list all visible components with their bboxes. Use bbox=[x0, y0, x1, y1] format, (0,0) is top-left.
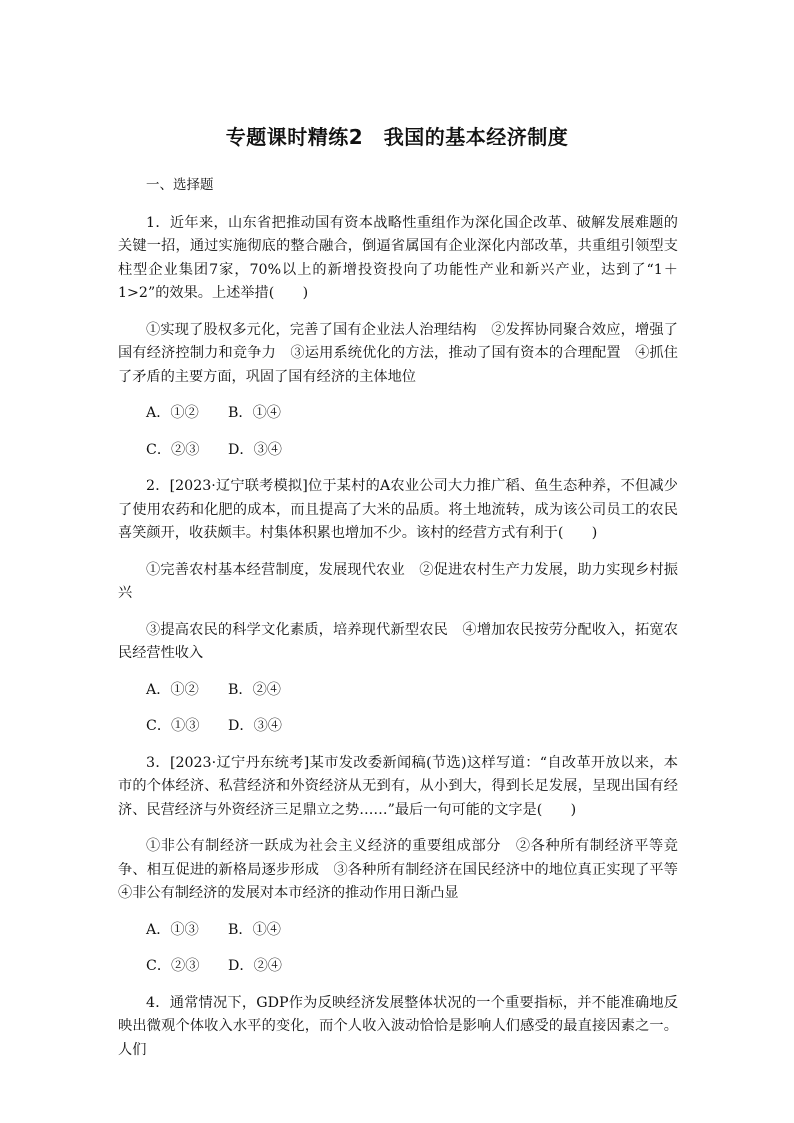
option-b: B．①④ bbox=[228, 921, 281, 938]
option-c: C．②③ bbox=[146, 441, 200, 458]
question-4 bbox=[118, 992, 678, 1063]
options-row bbox=[146, 439, 678, 463]
question-statements: ①完善农村基本经营制度，发展现代农业 ②促进农村生产力发展，助力实现乡村振兴 bbox=[118, 561, 678, 601]
option-a: A．①③ bbox=[146, 921, 199, 938]
option-b: B．②④ bbox=[228, 681, 281, 698]
question-stem: 4．通常情况下，GDP作为反映经济发展整体状况的一个重要指标，并不能准确地反映出微观个体收入水平的变化，而个人收入波动恰恰是影响人们感受的最直接因素之一。人们 bbox=[118, 994, 678, 1058]
question-1 bbox=[118, 212, 678, 463]
option-d: D．②④ bbox=[228, 958, 282, 974]
option-d: D．③④ bbox=[228, 441, 282, 458]
section-heading: 一、选择题 bbox=[146, 177, 214, 193]
option-c: C．②③ bbox=[146, 958, 200, 974]
options-row bbox=[146, 955, 678, 979]
question-2 bbox=[118, 475, 678, 739]
option-d: D．③④ bbox=[228, 718, 282, 734]
page-title: 专题课时精练2 我国的基本经济制度 bbox=[225, 125, 569, 149]
option-a: A．①② bbox=[146, 405, 199, 421]
question-3 bbox=[118, 752, 693, 979]
question-stem: 1．近年来，山东省把推动国有资本战略性重组作为深化国企改革、破解发展难题的关键一招，通过实施彻底的整合融合，倒逼省属国有企业深化内部改革，共重组引领型支柱型企业集团7家，70%以上的新增投资投向了功能性产业和新兴产业，达到了“1＋1>2”的效果。上述举措( ) bbox=[118, 214, 678, 301]
question-statements: ③提高农民的科学文化素质，培养现代新型农民 ④增加农民按劳分配收入，拓宽农民经营性收入 bbox=[118, 621, 678, 661]
question-statements: ①非公有制经济一跃成为社会主义经济的重要组成部分 ②各种所有制经济平等竞争、相互促进的新格局逐步形成 ③各种所有制经济在国民经济中的地位真正实现了平等 ④非公有制经济的发展对本市经济的推动作用日渐凸显 bbox=[118, 838, 693, 901]
options-row bbox=[146, 402, 678, 426]
option-c: C．①③ bbox=[146, 718, 200, 734]
option-a: A．①② bbox=[146, 681, 199, 698]
options-row bbox=[146, 679, 678, 703]
question-statements: ①实现了股权多元化，完善了国有企业法人治理结构 ②发挥协同聚合效应，增强了国有经济控制力和竞争力 ③运用系统优化的方法，推动了国有资本的合理配置 ④抓住了矛盾的主要方面，巩固了国有经济的主体地位 bbox=[118, 321, 678, 385]
document-body bbox=[118, 174, 693, 1062]
question-stem: 3．[2023·辽宁丹东统考]某市发改委新闻稿(节选)这样写道：“自改革开放以来，本市的个体经济、私营经济和外资经济从无到有，从小到大，得到长足发展，呈现出国有经济、民营经济与外资经济三足鼎立之势……”最后一句可能的文字是( ) bbox=[118, 754, 678, 818]
option-b: B．①④ bbox=[228, 405, 281, 421]
options-row bbox=[146, 715, 678, 739]
question-stem: 2．[2023·辽宁联考模拟]位于某村的A农业公司大力推广稻、鱼生态种养，不但减少了使用农药和化肥的成本，而且提高了大米的品质。将土地流转，成为该公司员工的农民喜笑颜开，收获颇丰。村集体积累也增加不少。该村的经营方式有利于( ) bbox=[118, 478, 678, 541]
options-row bbox=[146, 919, 678, 943]
